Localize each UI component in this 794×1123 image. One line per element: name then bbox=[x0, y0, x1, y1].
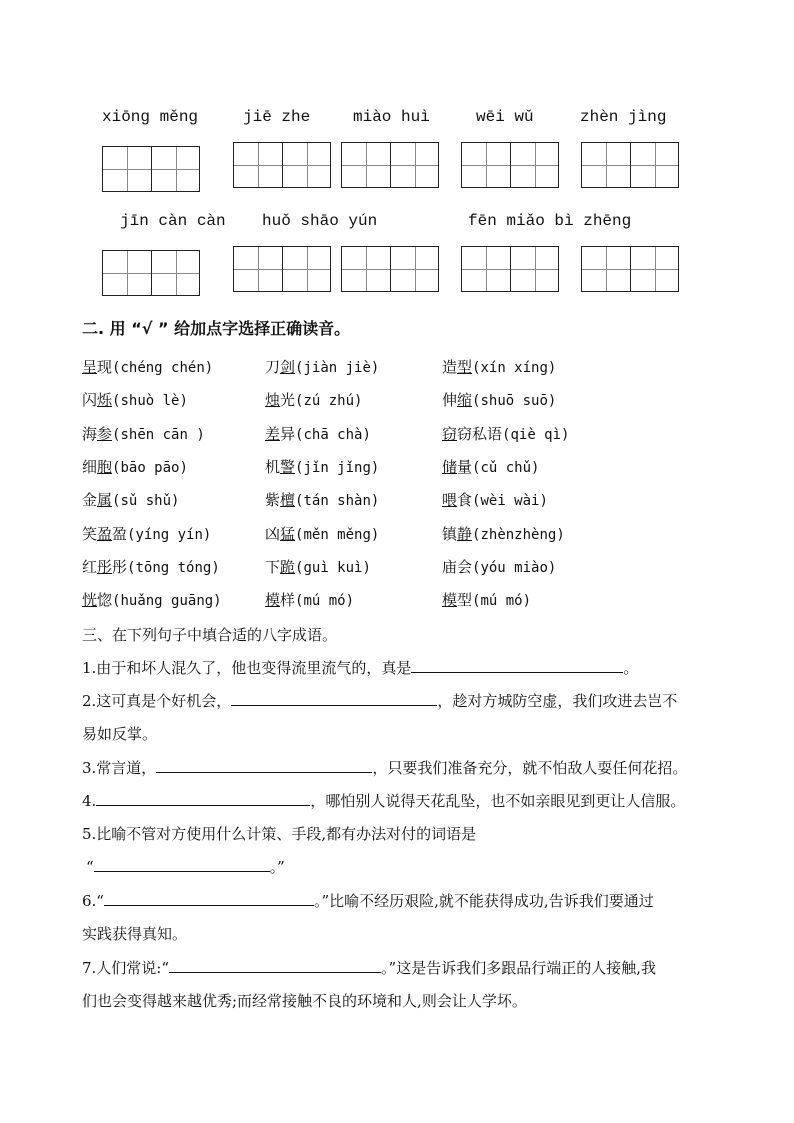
pinyin-options: (sǔ shǔ) bbox=[112, 493, 180, 510]
pinyin-label: zhèn jìng bbox=[580, 108, 667, 126]
word-part: 型 bbox=[457, 591, 473, 610]
pinyin-options: (yíng yín) bbox=[127, 526, 212, 543]
vocab-item[interactable] bbox=[82, 456, 188, 477]
pinyin-options: (shēn cān ) bbox=[112, 426, 205, 443]
question-4: 4. ，哪怕别人说得天花乱坠，也不如亲眼见到更让人信服。 bbox=[82, 792, 686, 810]
pinyin-options: (mú mó) bbox=[472, 593, 532, 610]
dotted-character: 模 bbox=[442, 591, 458, 610]
dotted-character: 差 bbox=[265, 424, 281, 443]
vocab-item[interactable] bbox=[265, 389, 362, 410]
dotted-character: 窃 bbox=[442, 424, 458, 443]
word-part: 下 bbox=[265, 557, 281, 576]
pinyin-options: (guì kuì) bbox=[295, 559, 371, 576]
word-part: 伸 bbox=[442, 391, 458, 410]
vocab-item[interactable] bbox=[82, 556, 220, 577]
vocab-item[interactable] bbox=[265, 423, 371, 444]
word-part: 异 bbox=[280, 424, 296, 443]
vocab-item[interactable] bbox=[265, 523, 379, 544]
word-part: 细 bbox=[82, 457, 98, 476]
pinyin-options: (zhènzhèng) bbox=[472, 526, 565, 543]
dotted-character: 警 bbox=[280, 457, 296, 476]
vocab-item[interactable] bbox=[265, 489, 379, 510]
pinyin-options: (tán shàn) bbox=[295, 493, 380, 510]
word-part: 食 bbox=[457, 491, 473, 510]
dotted-character: 型 bbox=[457, 358, 473, 376]
section-heading: 二. 用 “√ ” 给加点字选择正确读音。 bbox=[82, 319, 351, 338]
dotted-character: 胞 bbox=[97, 457, 113, 476]
dotted-character: 烁 bbox=[97, 391, 113, 410]
tianzige-box[interactable] bbox=[233, 246, 331, 292]
dotted-character: 猛 bbox=[280, 524, 296, 543]
question-7: 7.人们常说:“ 。”这是告诉我们多跟品行端正的人接触,我 bbox=[82, 959, 656, 977]
word-part: 金 bbox=[82, 491, 98, 510]
vocab-item[interactable] bbox=[442, 423, 569, 444]
pinyin-options: (yóu miào) bbox=[472, 559, 557, 576]
pinyin-options: (měn měng) bbox=[295, 526, 380, 543]
answer-blank[interactable] bbox=[104, 891, 314, 906]
tianzige-box[interactable] bbox=[233, 142, 331, 188]
word-part: 海 bbox=[82, 424, 98, 443]
pinyin-label: wēi wǔ bbox=[476, 108, 534, 126]
question-6: 6.“ 。”比喻不经历艰险,就不能获得成功,告诉我们要通过 bbox=[82, 892, 654, 910]
word-part: 光 bbox=[280, 391, 296, 410]
vocab-item[interactable] bbox=[265, 556, 371, 577]
question-1: 1.由于和坏人混久了，他也变得流里流气的，真是 。 bbox=[82, 659, 639, 677]
word-part: 闪 bbox=[82, 391, 98, 410]
dotted-character: 喂 bbox=[442, 491, 458, 510]
word-part: 现 bbox=[97, 358, 113, 376]
pinyin-options: (wèi wài) bbox=[472, 493, 548, 510]
vocab-item[interactable] bbox=[82, 423, 205, 444]
word-part: 红 bbox=[82, 557, 98, 576]
word-part: 惚 bbox=[97, 591, 113, 610]
dotted-character: 盈 bbox=[97, 524, 113, 543]
word-part: 凶 bbox=[265, 524, 281, 543]
vocab-item[interactable] bbox=[442, 389, 556, 410]
dotted-character: 剑 bbox=[280, 358, 296, 376]
pinyin-options: (jǐn jǐng) bbox=[295, 459, 380, 476]
vocab-item[interactable] bbox=[82, 523, 211, 544]
question-5-cont: “ 。” bbox=[86, 858, 285, 876]
answer-blank[interactable] bbox=[411, 658, 623, 673]
answer-blank[interactable] bbox=[231, 691, 437, 706]
pinyin-options: (shuò lè) bbox=[112, 393, 188, 410]
pinyin-options: (jiàn jiè) bbox=[295, 360, 380, 376]
pinyin-options: (mú mó) bbox=[295, 593, 355, 610]
pinyin-options: (shuō suō) bbox=[472, 393, 557, 410]
dotted-character: 烛 bbox=[265, 391, 281, 410]
tianzige-box[interactable] bbox=[102, 250, 200, 296]
question-5: 5.比喻不管对方使用什么计策、手段,都有办法对付的词语是 bbox=[82, 825, 477, 843]
tianzige-box[interactable] bbox=[341, 246, 439, 292]
tianzige-box[interactable] bbox=[581, 142, 679, 188]
dotted-character: 静 bbox=[457, 524, 473, 543]
dotted-character: 储 bbox=[442, 457, 458, 476]
pinyin-options: (huǎng guāng) bbox=[112, 593, 222, 610]
pinyin-label: fēn miǎo bì zhēng bbox=[468, 212, 632, 230]
dotted-character: 跪 bbox=[280, 557, 296, 576]
vocab-item[interactable] bbox=[265, 356, 379, 377]
pinyin-options: (cǔ chǔ) bbox=[472, 459, 540, 476]
pinyin-label: jīn càn càn bbox=[120, 212, 226, 230]
vocab-item[interactable] bbox=[82, 356, 213, 377]
pinyin-options: (zú zhú) bbox=[295, 393, 363, 410]
section-heading: 三、在下列句子中填合适的八字成语。 bbox=[82, 626, 338, 644]
vocab-item[interactable] bbox=[265, 589, 354, 610]
tianzige-box[interactable] bbox=[102, 146, 200, 192]
vocab-item[interactable] bbox=[442, 456, 539, 477]
pinyin-options: (xín xíng) bbox=[472, 360, 557, 376]
word-part: 庙会 bbox=[442, 557, 473, 576]
word-part: 镇 bbox=[442, 524, 458, 543]
word-part: 笑 bbox=[82, 524, 98, 543]
dotted-character: 属 bbox=[97, 491, 113, 510]
pinyin-label: huǒ shāo yún bbox=[262, 212, 378, 230]
answer-blank[interactable] bbox=[96, 791, 310, 806]
vocab-item[interactable] bbox=[442, 489, 548, 510]
tianzige-box[interactable] bbox=[581, 246, 679, 292]
tianzige-box[interactable] bbox=[461, 246, 559, 292]
answer-blank[interactable] bbox=[156, 758, 372, 773]
vocab-item[interactable] bbox=[442, 356, 556, 377]
pinyin-options: (chéng chén) bbox=[112, 360, 214, 376]
dotted-character: 参 bbox=[97, 424, 113, 443]
answer-blank[interactable] bbox=[169, 958, 381, 973]
word-part: 窃私语 bbox=[457, 424, 503, 443]
pinyin-options: (qiè qì) bbox=[502, 426, 570, 443]
word-part: 盈 bbox=[112, 524, 128, 543]
dotted-character: 呈 bbox=[82, 358, 98, 376]
pinyin-label: jiē zhe bbox=[243, 108, 311, 126]
word-part: 机 bbox=[265, 457, 281, 476]
pinyin-label: miào huì bbox=[353, 108, 430, 126]
vocab-item[interactable] bbox=[442, 556, 556, 577]
vocab-item[interactable] bbox=[82, 589, 222, 610]
question-6-cont: 实践获得真知。 bbox=[82, 925, 188, 943]
vocab-item[interactable] bbox=[82, 489, 179, 510]
tianzige-box[interactable] bbox=[341, 142, 439, 188]
word-part: 刀 bbox=[265, 358, 281, 376]
pinyin-options: (tōng tóng) bbox=[127, 559, 220, 576]
vocab-item[interactable] bbox=[442, 523, 565, 544]
vocab-item[interactable] bbox=[265, 456, 379, 477]
question-2-cont: 易如反掌。 bbox=[82, 725, 158, 743]
word-part: 彤 bbox=[112, 557, 128, 576]
dotted-character: 彤 bbox=[97, 557, 113, 576]
pinyin-options: (chā chà) bbox=[295, 426, 371, 443]
vocab-item[interactable] bbox=[82, 389, 188, 410]
word-part: 量 bbox=[457, 457, 473, 476]
answer-blank[interactable] bbox=[94, 857, 270, 872]
vocab-item[interactable] bbox=[442, 589, 531, 610]
dotted-character: 模 bbox=[265, 591, 281, 610]
word-part: 造 bbox=[442, 358, 458, 376]
dotted-character: 缩 bbox=[457, 391, 473, 410]
word-part: 紫 bbox=[265, 491, 281, 510]
pinyin-label: xiōng měng bbox=[102, 108, 199, 126]
question-3: 3.常言道， ，只要我们准备充分，就不怕敌人耍任何花招。 bbox=[82, 759, 688, 777]
pinyin-options: (bāo pāo) bbox=[112, 459, 188, 476]
dotted-character: 恍 bbox=[82, 591, 98, 610]
question-2: 2.这可真是个好机会， ，趁对方城防空虚，我们攻进去岂不 bbox=[82, 692, 678, 710]
tianzige-box[interactable] bbox=[461, 142, 559, 188]
question-7-cont: 们也会变得越来越优秀;而经常接触不良的环境和人,则会让人学坏。 bbox=[82, 992, 527, 1010]
dotted-character: 檀 bbox=[280, 491, 296, 510]
word-part: 样 bbox=[280, 591, 296, 610]
